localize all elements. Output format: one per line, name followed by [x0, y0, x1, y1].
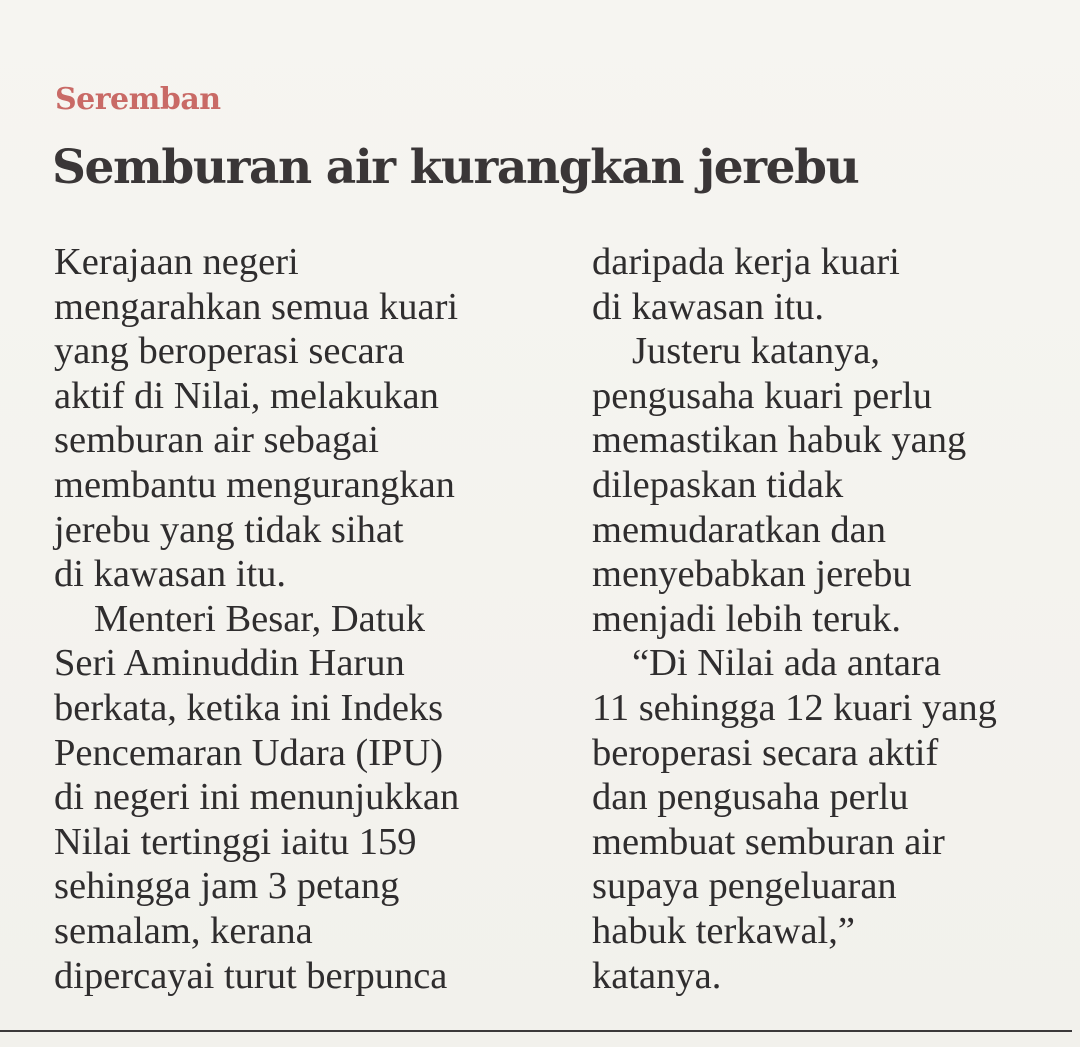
body-line: semburan air sebagai — [54, 419, 379, 462]
body-line: memastikan habuk yang — [592, 419, 967, 462]
article-column-left — [54, 240, 564, 998]
body-line: jerebu yang tidak sihat — [54, 508, 404, 551]
body-line: di negeri ini menunjukkan — [54, 776, 460, 819]
body-line: berkata, ketika ini Indeks — [54, 686, 444, 729]
body-line: dan pengusaha perlu — [592, 776, 909, 819]
body-line: Kerajaan negeri — [54, 241, 299, 283]
body-line: daripada kerja kuari — [592, 241, 900, 283]
body-line: 11 sehingga 12 kuari yang — [592, 686, 997, 729]
body-line: beroperasi secara aktif — [592, 731, 939, 774]
article-headline: Semburan air kurangkan jerebu — [52, 140, 859, 195]
body-line: Seri Aminuddin Harun — [54, 642, 405, 685]
body-line: Menteri Besar, Datuk — [94, 597, 425, 640]
body-line: Justeru katanya, — [632, 330, 881, 373]
body-line: di kawasan itu. — [54, 553, 287, 596]
body-line: dipercayai turut berpunca — [54, 954, 448, 997]
body-line: “Di Nilai ada antara — [632, 642, 941, 685]
body-line: Nilai tertinggi iaitu 159 — [54, 820, 417, 863]
body-line: sehingga jam 3 petang — [54, 865, 400, 908]
body-line: habuk terkawal,” — [592, 909, 855, 952]
body-line: katanya. — [592, 954, 722, 997]
body-line: aktif di Nilai, melakukan — [54, 374, 439, 417]
section-kicker: Seremban — [55, 82, 221, 117]
body-line: yang beroperasi secara — [54, 330, 405, 373]
body-line: menyebabkan jerebu — [592, 553, 912, 596]
body-line: supaya pengeluaran — [592, 865, 897, 908]
body-line: menjadi lebih teruk. — [592, 597, 901, 640]
body-line: semalam, kerana — [54, 909, 313, 952]
body-line: membantu mengurangkan — [54, 463, 455, 506]
body-line: dilepaskan tidak — [592, 463, 844, 506]
article-column-right — [592, 240, 1062, 998]
bottom-rule — [0, 1030, 1072, 1032]
body-line: di kawasan itu. — [592, 285, 825, 328]
body-line: pengusaha kuari perlu — [592, 374, 932, 417]
body-line: membuat semburan air — [592, 820, 945, 863]
body-line: memudaratkan dan — [592, 508, 886, 551]
body-line: mengarahkan semua kuari — [54, 285, 459, 328]
body-line: Pencemaran Udara (IPU) — [54, 731, 444, 774]
